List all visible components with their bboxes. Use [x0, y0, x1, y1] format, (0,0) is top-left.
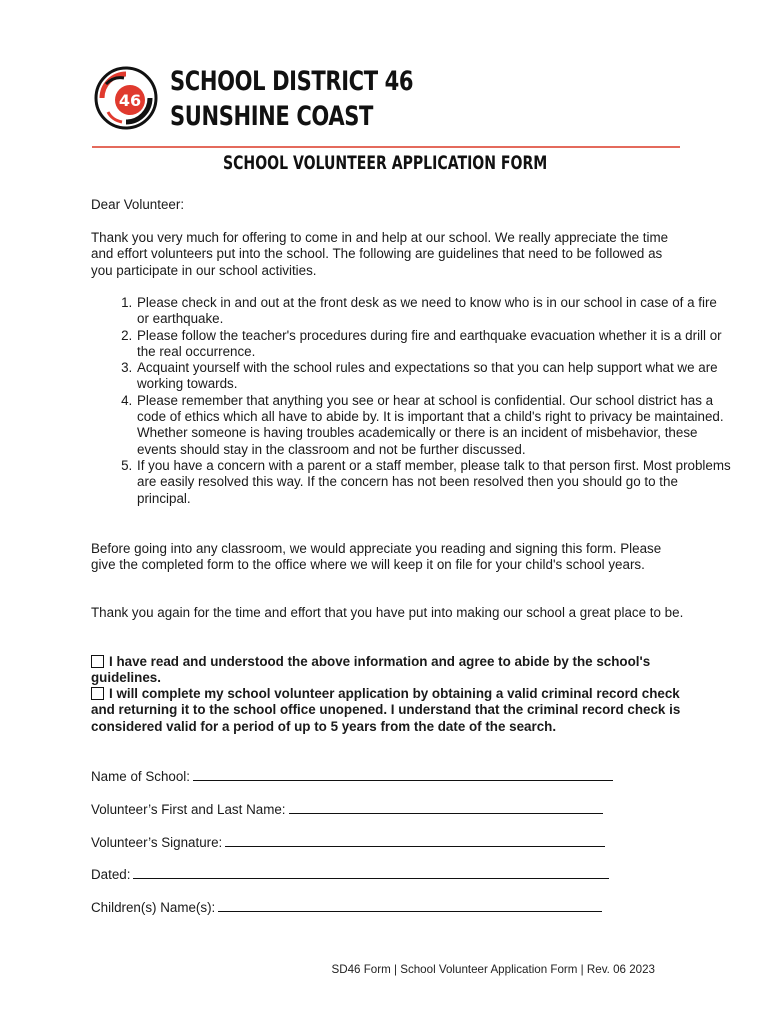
volunteer-name-field — [91, 801, 603, 818]
salutation: Dear Volunteer: — [91, 197, 185, 212]
volunteer-name-input[interactable] — [289, 801, 603, 814]
date-input[interactable] — [133, 866, 609, 879]
signature-input[interactable] — [225, 834, 605, 847]
form-title — [0, 151, 770, 175]
list-item: 3. Acquaint yourself with the school rules and expectations so that you can help support what we are working towards. — [136, 360, 731, 393]
before-paragraph: Before going into any classroom, we would appreciate you reading and signing this form. Please give the completed form to the office where we will keep it on file for your child's school years. — [91, 541, 662, 573]
logo-number: 46 — [118, 91, 142, 110]
header-divider — [92, 146, 680, 148]
footer-text: SD46 Form | School Volunteer Application Form | Rev. 06 2023 — [331, 963, 655, 976]
field-label: Volunteer’s Signature: — [91, 835, 223, 850]
field-label: Name of School: — [91, 769, 190, 784]
record-check-checkbox[interactable] — [91, 687, 104, 700]
org-line-2: SUNSHINE COAST — [170, 101, 374, 132]
acknowledgement-record-check — [91, 686, 686, 735]
field-label: Volunteer’s First and Last Name: — [91, 802, 286, 817]
list-item: 5. If you have a concern with a parent or a staff member, please talk to that person first. Most problems are easily resolved this way. If the concern has not been resolved then you should go to the principal. — [136, 458, 731, 507]
children-names-input[interactable] — [218, 899, 602, 912]
guidelines-list — [91, 295, 731, 507]
form-title-text: SCHOOL VOLUNTEER APPLICATION FORM — [222, 152, 548, 174]
list-item: 4. Please remember that anything you see or hear at school is confidential. Our school district has a code of ethics which all have to abide by. It is important that a child's right to privacy be maintained. Whether someone is having troubles academically or there is an incident of misbehavior, these events should stay in the classroom and not be further discussed. — [136, 393, 731, 458]
school-name-field — [91, 768, 613, 785]
children-names-field — [91, 899, 602, 916]
thanks-paragraph: Thank you again for the time and effort that you have put into making our school a great place to be. — [91, 605, 684, 620]
field-label: Dated: — [91, 867, 131, 882]
list-item: 1. Please check in and out at the front desk as we need to know who is in our school in case of a fire or earthquake. — [136, 295, 731, 328]
organization-name — [170, 64, 413, 134]
field-label: Children(s) Name(s): — [91, 900, 216, 915]
guidelines-checkbox[interactable] — [91, 655, 104, 668]
signature-field — [91, 834, 605, 851]
acknowledgement-text: I have read and understood the above information and agree to abide by the school's guidelines. — [91, 654, 651, 686]
acknowledgement-guidelines — [91, 654, 686, 687]
org-line-1: SCHOOL DISTRICT 46 — [170, 66, 414, 97]
intro-paragraph: Thank you very much for offering to come in and help at our school. We really appreciate the time and effort volunteers put into the school. The following are guidelines that need to be followed as you participate in our school activities. — [91, 230, 669, 278]
acknowledgement-text: I will complete my school volunteer application by obtaining a valid criminal record check and returning it to the school office unopened. I understand that the criminal record check is considered valid for a period of up to 5 years from the date of the search. — [91, 686, 681, 734]
sd46-logo-icon — [94, 66, 158, 130]
date-field — [91, 866, 609, 883]
list-item: 2. Please follow the teacher's procedures during fire and earthquake evacuation whether it is a drill or the real occurrence. — [136, 328, 731, 361]
school-name-input[interactable] — [193, 768, 613, 781]
